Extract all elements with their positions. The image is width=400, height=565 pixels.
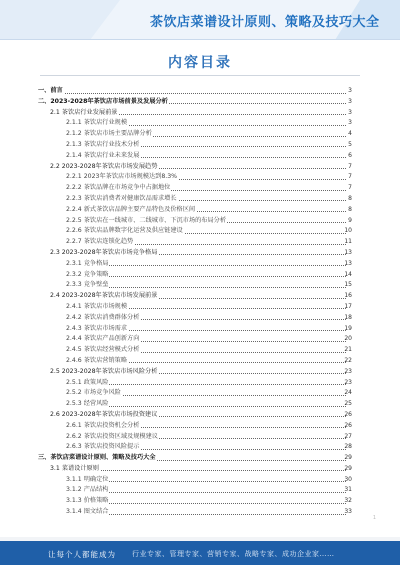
toc-entry-page: 16	[344, 292, 352, 300]
toc-entry-title: 2.5.2 市场竞争风险	[66, 388, 122, 399]
toc-entry[interactable]	[38, 442, 352, 453]
toc-entry[interactable]	[38, 356, 352, 367]
toc-entry[interactable]	[38, 302, 352, 313]
page-header	[0, 0, 400, 46]
toc-entry[interactable]	[38, 270, 352, 281]
toc-entry-title: 2.2 2023-2028年茶饮店市场发展趋势	[50, 162, 158, 173]
table-of-contents	[38, 86, 352, 518]
toc-entry-page: 24	[344, 389, 352, 397]
toc-entry[interactable]	[38, 388, 352, 399]
toc-entry[interactable]	[38, 248, 352, 259]
toc-entry-page: 29	[344, 454, 352, 462]
toc-entry-page: 5	[348, 140, 352, 148]
toc-entry-page: 15	[344, 281, 352, 289]
toc-entry[interactable]	[38, 216, 352, 227]
toc-entry-title: 2.6 2023-2028年茶饮店市场投资建议	[50, 410, 158, 421]
toc-entry-title: 2.2.1 2023年茶饮店市场规模达到8.3%	[66, 172, 178, 183]
toc-leader-dots	[38, 93, 346, 94]
toc-entry-title: 2.1.3 茶饮店行业技术分析	[66, 140, 140, 151]
footer-slogan: 让每个人都能成为	[48, 550, 116, 559]
toc-entry[interactable]	[38, 118, 352, 129]
toc-entry-title: 2.1.2 茶饮店市场主要品牌分析	[66, 129, 153, 140]
toc-entry[interactable]	[38, 410, 352, 421]
toc-entry[interactable]	[38, 324, 352, 335]
toc-entry-title: 2.4.5 茶饮店经营模式分析	[66, 345, 140, 356]
toc-entry-title: 2.4.3 茶饮店市场需求	[66, 324, 128, 335]
toc-entry-title: 2.2.7 茶饮店连锁化趋势	[66, 237, 134, 248]
page-number: 1	[372, 515, 376, 521]
toc-entry-title: 2.1.4 茶饮店行业未来发展	[66, 151, 140, 162]
toc-entry-page: 6	[348, 151, 352, 159]
toc-entry[interactable]	[38, 140, 352, 151]
toc-entry[interactable]	[38, 399, 352, 410]
toc-entry-page: 28	[344, 443, 352, 451]
toc-entry-title: 3.1.4 图文结合	[66, 507, 109, 518]
toc-entry-page: 9	[348, 216, 352, 224]
page-footer	[0, 537, 400, 565]
toc-entry[interactable]	[38, 507, 352, 518]
toc-entry-title: 2.1.1 茶饮店行业规模	[66, 118, 128, 129]
toc-entry-title: 3.1.2 产品结构	[66, 485, 109, 496]
toc-entry-title: 3.1 菜谱设计原则	[50, 464, 100, 475]
toc-entry[interactable]	[38, 453, 352, 464]
toc-entry[interactable]	[38, 108, 352, 119]
toc-entry-title: 2.4.4 茶饮店产品创新方向	[66, 334, 140, 345]
toc-entry-page: 23	[344, 378, 352, 386]
toc-entry[interactable]	[38, 183, 352, 194]
toc-entry-title: 二、2023-2028年茶饮店市场前景及发展分析	[38, 97, 169, 108]
toc-entry-page: 3	[348, 97, 352, 105]
toc-entry-page: 22	[344, 356, 352, 364]
toc-entry-title: 2.6.3 茶饮店投资风险提示	[66, 442, 140, 453]
toc-entry-page: 33	[344, 508, 352, 516]
toc-entry-page: 23	[344, 367, 352, 375]
toc-entry[interactable]	[38, 151, 352, 162]
toc-entry-title: 2.3 2023-2028年茶饮店市场竞争格局	[50, 248, 158, 259]
toc-entry-page: 7	[348, 173, 352, 181]
toc-entry[interactable]	[38, 421, 352, 432]
toc-entry-title: 2.4.6 茶饮店营销策略	[66, 356, 128, 367]
toc-entry[interactable]	[38, 162, 352, 173]
toc-entry-page: 7	[348, 162, 352, 170]
toc-entry-title: 2.2.4 新式茶饮店品牌主要产品特色及价格区间	[66, 205, 196, 216]
toc-entry-title: 2.4.2 茶饮店消费群体分析	[66, 313, 140, 324]
toc-entry-title: 2.6.2 茶饮店投资区域及规模建议	[66, 432, 159, 443]
toc-entry-page: 3	[348, 108, 352, 116]
toc-entry[interactable]	[38, 367, 352, 378]
toc-entry-title: 2.2.5 茶饮店在一线城市、二线城市、下沉市场的布局分析	[66, 216, 227, 227]
toc-entry[interactable]	[38, 97, 352, 108]
toc-entry[interactable]	[38, 475, 352, 486]
toc-entry-title: 2.2.2 茶饮品牌在市场竞争中占据地位	[66, 183, 171, 194]
toc-entry-page: 26	[344, 410, 352, 418]
toc-entry-title: 3.1.3 价格策略	[66, 496, 109, 507]
toc-entry-page: 17	[344, 302, 352, 310]
toc-entry[interactable]	[38, 432, 352, 443]
toc-entry[interactable]	[38, 485, 352, 496]
toc-entry-title: 2.5.1 政策风险	[66, 378, 109, 389]
toc-heading: 内容目录	[168, 55, 232, 71]
toc-entry[interactable]	[38, 313, 352, 324]
footer-roles: 行业专家、管理专家、营销专家、战略专家、成功企业家……	[132, 550, 335, 558]
toc-entry-title: 2.5 2023-2028年茶饮店市场风险分析	[50, 367, 158, 378]
toc-entry-page: 30	[344, 475, 352, 483]
toc-entry-title: 2.6.1 茶饮店投资机会分析	[66, 421, 140, 432]
toc-entry-title: 三、茶饮店菜谱设计原则、策略及技巧大全	[38, 453, 157, 464]
toc-entry-title: 2.3.1 竞争格局	[66, 259, 109, 270]
toc-entry-page: 27	[344, 432, 352, 440]
toc-entry[interactable]	[38, 172, 352, 183]
toc-entry[interactable]	[38, 496, 352, 507]
toc-entry-title: 2.3.3 竞争壁垒	[66, 280, 109, 291]
toc-entry-title: 一、前言	[38, 86, 64, 97]
toc-entry-title: 2.2.3 茶饮店消费者对健康饮品需求增长	[66, 194, 178, 205]
toc-entry[interactable]	[38, 86, 352, 97]
document-title: 茶饮店菜谱设计原则、策略及技巧大全	[150, 15, 380, 30]
toc-entry-title: 3.1.1 明确定位	[66, 475, 109, 486]
toc-entry-page: 11	[344, 238, 352, 246]
toc-entry-page: 4	[348, 130, 352, 138]
toc-entry-page: 13	[344, 248, 352, 256]
toc-entry[interactable]	[38, 464, 352, 475]
toc-entry-page: 29	[344, 464, 352, 472]
toc-entry[interactable]	[38, 129, 352, 140]
toc-entry[interactable]	[38, 291, 352, 302]
toc-divider	[40, 75, 360, 76]
toc-entry-page: 8	[348, 205, 352, 213]
toc-entry[interactable]	[38, 345, 352, 356]
toc-entry-page: 20	[344, 335, 352, 343]
toc-entry-page: 32	[344, 497, 352, 505]
toc-entry-page: 18	[344, 313, 352, 321]
toc-entry[interactable]	[38, 226, 352, 237]
toc-entry-page: 26	[344, 421, 352, 429]
toc-entry[interactable]	[38, 205, 352, 216]
toc-entry-page: 14	[344, 270, 352, 278]
toc-entry[interactable]	[38, 378, 352, 389]
toc-entry[interactable]	[38, 194, 352, 205]
toc-entry-title: 2.2.6 茶饮店品牌数字化运营及供应链建设	[66, 226, 184, 237]
toc-entry-page: 8	[348, 194, 352, 202]
toc-entry[interactable]	[38, 259, 352, 270]
toc-entry-page: 19	[344, 324, 352, 332]
toc-entry[interactable]	[38, 280, 352, 291]
toc-entry-page: 3	[348, 119, 352, 127]
toc-entry-page: 3	[348, 87, 352, 94]
toc-entry-title: 2.3.2 竞争策略	[66, 270, 109, 281]
toc-entry-page: 13	[344, 259, 352, 267]
toc-entry-page: 10	[344, 227, 352, 235]
toc-entry-page: 31	[344, 486, 352, 494]
toc-entry-title: 2.4 2023-2028年茶饮店市场发展前景	[50, 291, 158, 302]
toc-entry-page: 7	[348, 184, 352, 192]
toc-entry[interactable]	[38, 334, 352, 345]
toc-entry-page: 21	[344, 346, 352, 354]
toc-entry-title: 2.5.3 经营风险	[66, 399, 109, 410]
toc-entry-title: 2.4.1 茶饮店市场规模	[66, 302, 128, 313]
toc-entry-title: 2.1 茶饮店行业发展前景	[50, 108, 119, 119]
toc-entry[interactable]	[38, 237, 352, 248]
toc-entry-page: 25	[344, 400, 352, 408]
